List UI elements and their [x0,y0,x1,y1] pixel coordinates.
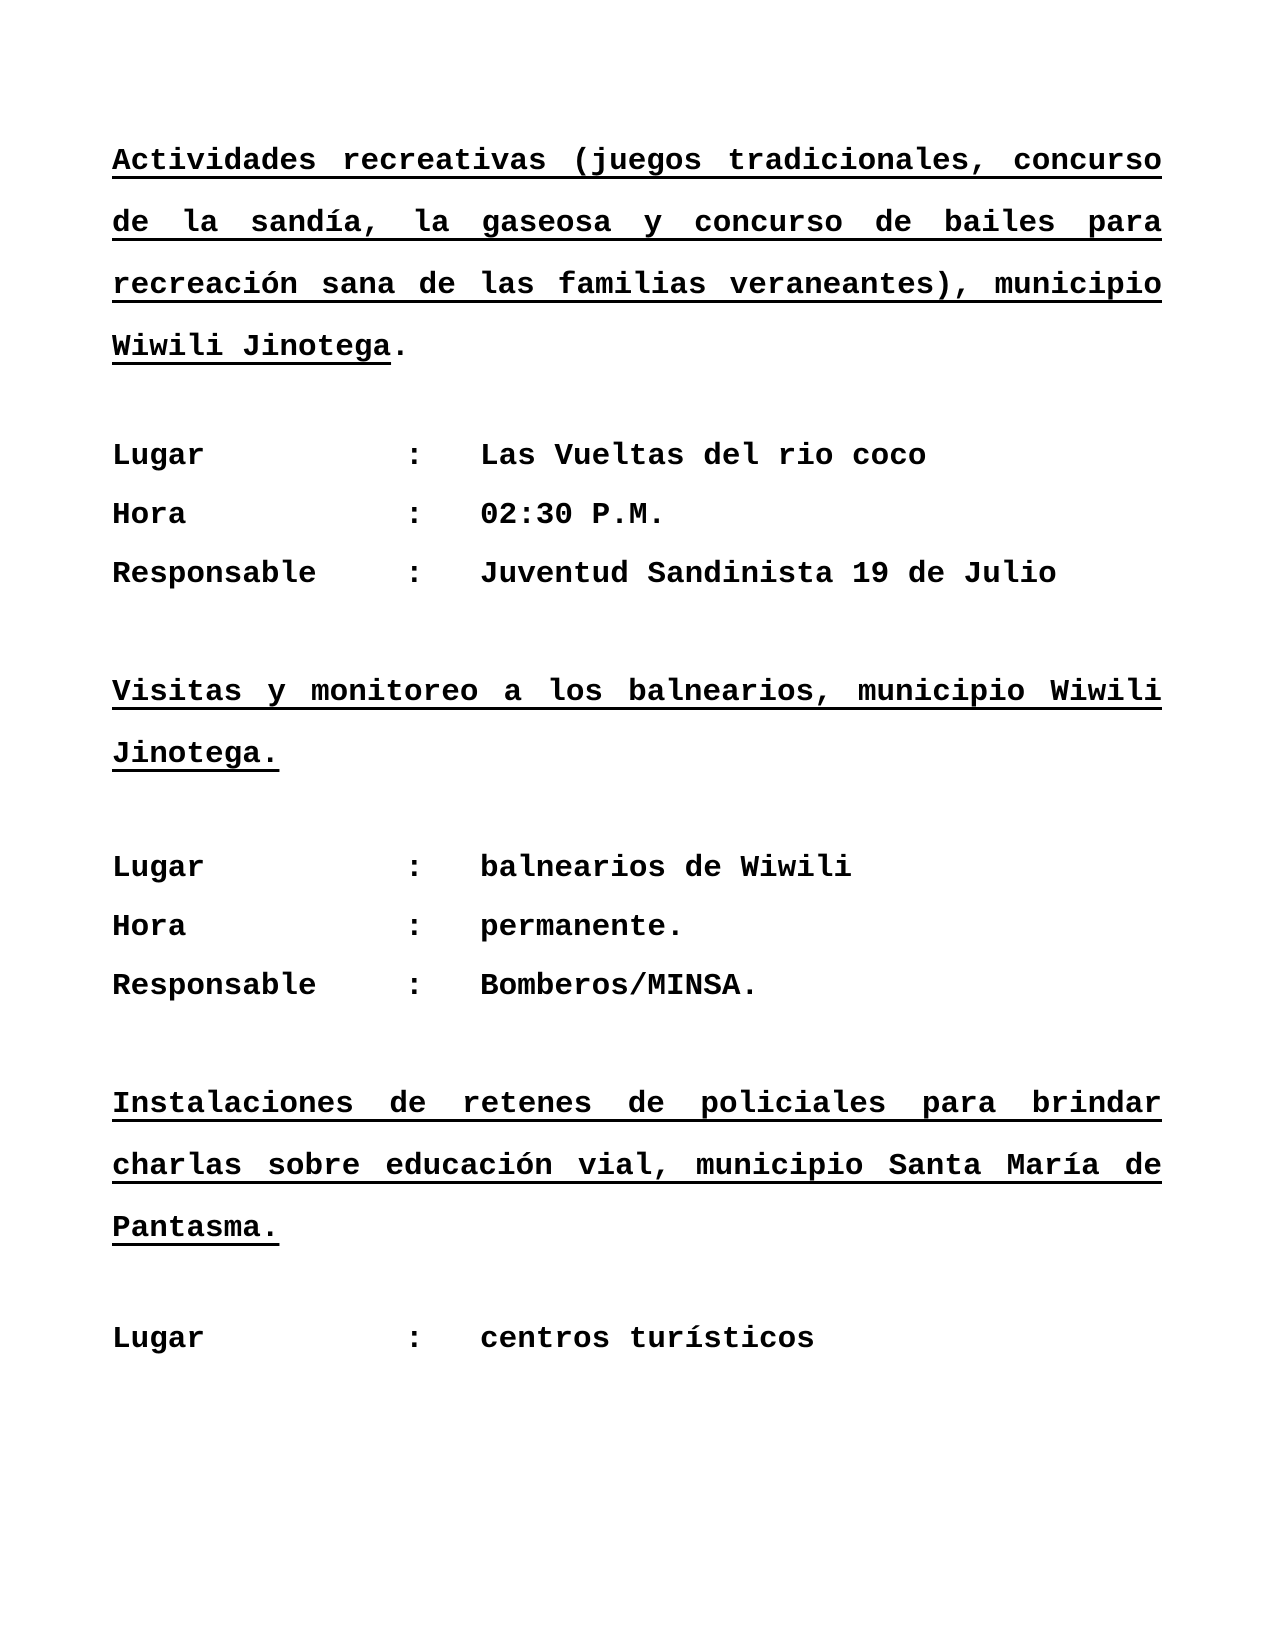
field-separator: : [405,439,424,474]
field-value: centros turísticos [480,1322,815,1357]
field-separator: : [405,910,424,945]
field-value: balnearios de Wiwili [480,851,853,886]
field-label: Hora [112,498,187,533]
field-label: Responsable [112,969,317,1004]
section-2-field-hora [112,897,1212,959]
section-1-heading-period: . [391,330,410,365]
field-label: Responsable [112,557,317,592]
section-2-heading-text: Visitas y monitoreo a los balnearios, municipio Wiwili Jinotega. [112,675,1162,772]
section-3-field-lugar [112,1309,1212,1371]
section-1-field-lugar [112,426,1212,488]
section-1-field-hora [112,485,1212,547]
field-label: Lugar [112,1322,206,1357]
field-label: Lugar [112,851,206,886]
section-3-heading [112,1074,1162,1260]
section-3-heading-text: Instalaciones de retenes de policiales para brindar charlas sobre educación vial, municipio Santa María de Pantasma. [112,1087,1162,1246]
field-separator: : [405,1322,424,1357]
field-separator: : [405,498,424,533]
field-value: Las Vueltas del rio coco [480,439,927,474]
field-value: 02:30 P.M. [480,498,667,533]
field-label: Lugar [112,439,206,474]
field-separator: : [405,969,424,1004]
section-1-heading [112,131,1162,379]
field-value: Juventud Sandinista 19 de Julio [480,557,1057,592]
section-2-field-responsable [112,956,1212,1018]
field-label: Hora [112,910,187,945]
field-separator: : [405,851,424,886]
section-1-heading-text: Actividades recreativas (juegos tradicionales, concurso de la sandía, la gaseosa y concurso de bailes para recreación sana de las familias veraneantes), municipio Wiwili Jinotega [112,144,1162,365]
section-1-field-responsable [112,544,1212,606]
section-2-field-lugar [112,838,1212,900]
field-value: permanente. [480,910,685,945]
section-2-heading [112,662,1162,786]
field-value: Bomberos/MINSA. [480,969,760,1004]
field-separator: : [405,557,424,592]
